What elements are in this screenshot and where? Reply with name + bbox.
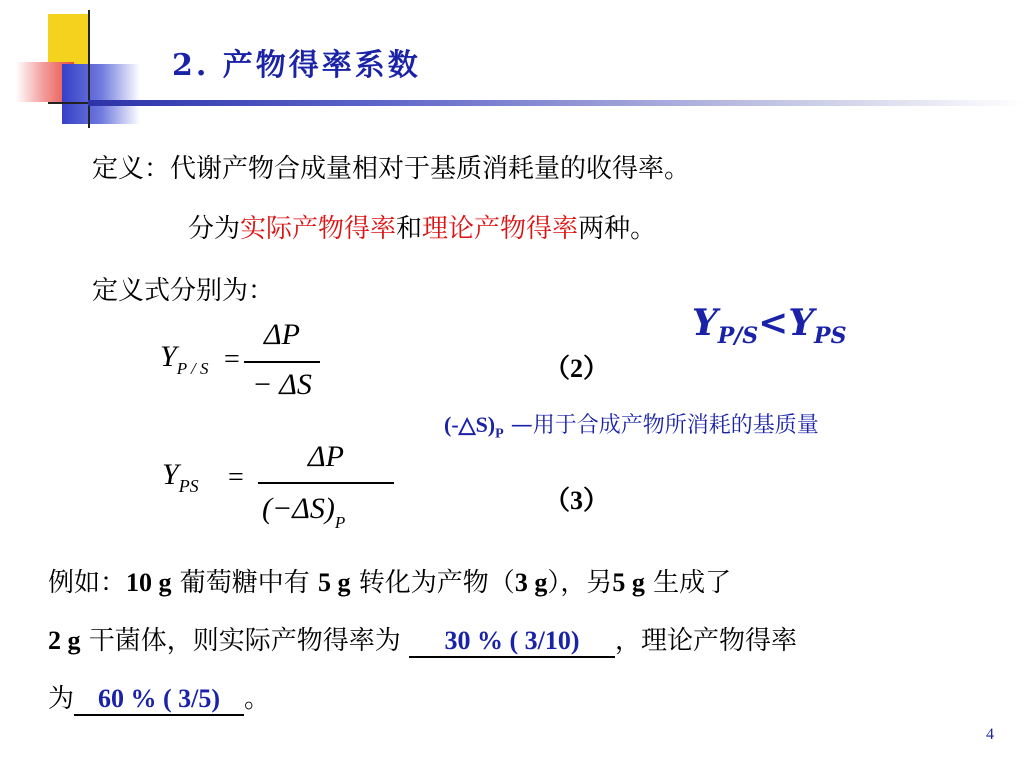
eq3-y: Y	[162, 458, 179, 491]
example-line-3	[48, 678, 270, 716]
eq3-equals: =	[228, 462, 244, 493]
relation-sub2: PS	[814, 323, 847, 350]
types-suffix: 两种。	[578, 214, 657, 244]
eq3-lhs	[162, 458, 199, 497]
substrate-note	[444, 408, 819, 442]
eq2-lhs-sub: P / S	[176, 359, 209, 378]
actual-yield-answer: 30 % ( 3/10)	[409, 626, 615, 658]
theoretical-yield-term: 理论产物得率	[422, 214, 579, 244]
eq2-fraction-bar	[244, 361, 320, 363]
yield-relation	[692, 302, 846, 349]
eq3-denominator	[262, 492, 345, 533]
definition-line: 定义：代谢产物合成量相对于基质消耗量的收得率。	[92, 154, 691, 184]
example-text-8: 。	[244, 684, 271, 714]
example-prefix: 例如：	[48, 568, 127, 598]
theoretical-yield-answer: 60 % ( 3/5)	[74, 684, 244, 716]
relation-sub1: P/S	[717, 323, 759, 350]
example-text-3: ），另	[547, 568, 613, 598]
eq3-denominator-text: (−ΔS)	[262, 492, 335, 525]
example-line-1	[48, 562, 731, 599]
example-text-1: 葡萄糖中有	[171, 568, 319, 598]
eq3-fraction-bar	[258, 482, 394, 484]
formula-intro: 定义式分别为：	[92, 276, 275, 306]
decor-yellow-square	[48, 14, 90, 68]
example-text-4: 生成了	[644, 568, 732, 598]
eq2-number: （2）	[544, 354, 610, 383]
example-cell-mass: 2 g	[48, 626, 81, 655]
types-prefix: 分为	[188, 214, 241, 244]
eq2-lhs	[160, 340, 209, 379]
decor-blue-square	[62, 64, 140, 124]
eq2-y: Y	[160, 340, 177, 373]
example-text-2: 转化为产物（	[350, 568, 515, 598]
slide-title: 2. 产物得率系数	[172, 48, 421, 83]
example-line-2	[48, 620, 797, 658]
example-converted-mass: 5 g	[318, 568, 351, 597]
note-symbol: (-△S)	[444, 412, 496, 437]
example-remaining-mass: 5 g	[612, 568, 645, 597]
example-text-6: ，理论产物得率	[615, 626, 798, 656]
example-product-mass: 3 g	[514, 568, 548, 597]
page-number: 4	[986, 726, 994, 743]
eq2-denominator: − ΔS	[252, 368, 312, 401]
eq2-numerator: ΔP	[264, 318, 300, 351]
eq2-equals: =	[224, 344, 240, 375]
eq3-denominator-sub: P	[334, 513, 346, 532]
eq3-lhs-sub: PS	[178, 476, 199, 496]
eq3-numerator: ΔP	[308, 440, 344, 473]
example-text-5: 干菌体，则实际产物得率为	[80, 626, 410, 656]
definition-types	[188, 208, 656, 245]
eq3-number: （3）	[544, 486, 610, 515]
note-text: —用于合成产物所消耗的基质量	[510, 413, 819, 438]
types-and: 和	[396, 214, 423, 244]
relation-operator: <	[758, 302, 789, 344]
relation-y2: Y	[788, 302, 815, 344]
example-glucose-mass: 10 g	[126, 568, 172, 597]
example-text-7: 为	[48, 684, 75, 714]
relation-y1: Y	[692, 302, 718, 344]
actual-yield-term: 实际产物得率	[240, 214, 397, 244]
note-symbol-sub: P	[495, 426, 504, 442]
decor-vertical-line	[88, 10, 90, 128]
title-underline-bar	[88, 100, 1024, 106]
